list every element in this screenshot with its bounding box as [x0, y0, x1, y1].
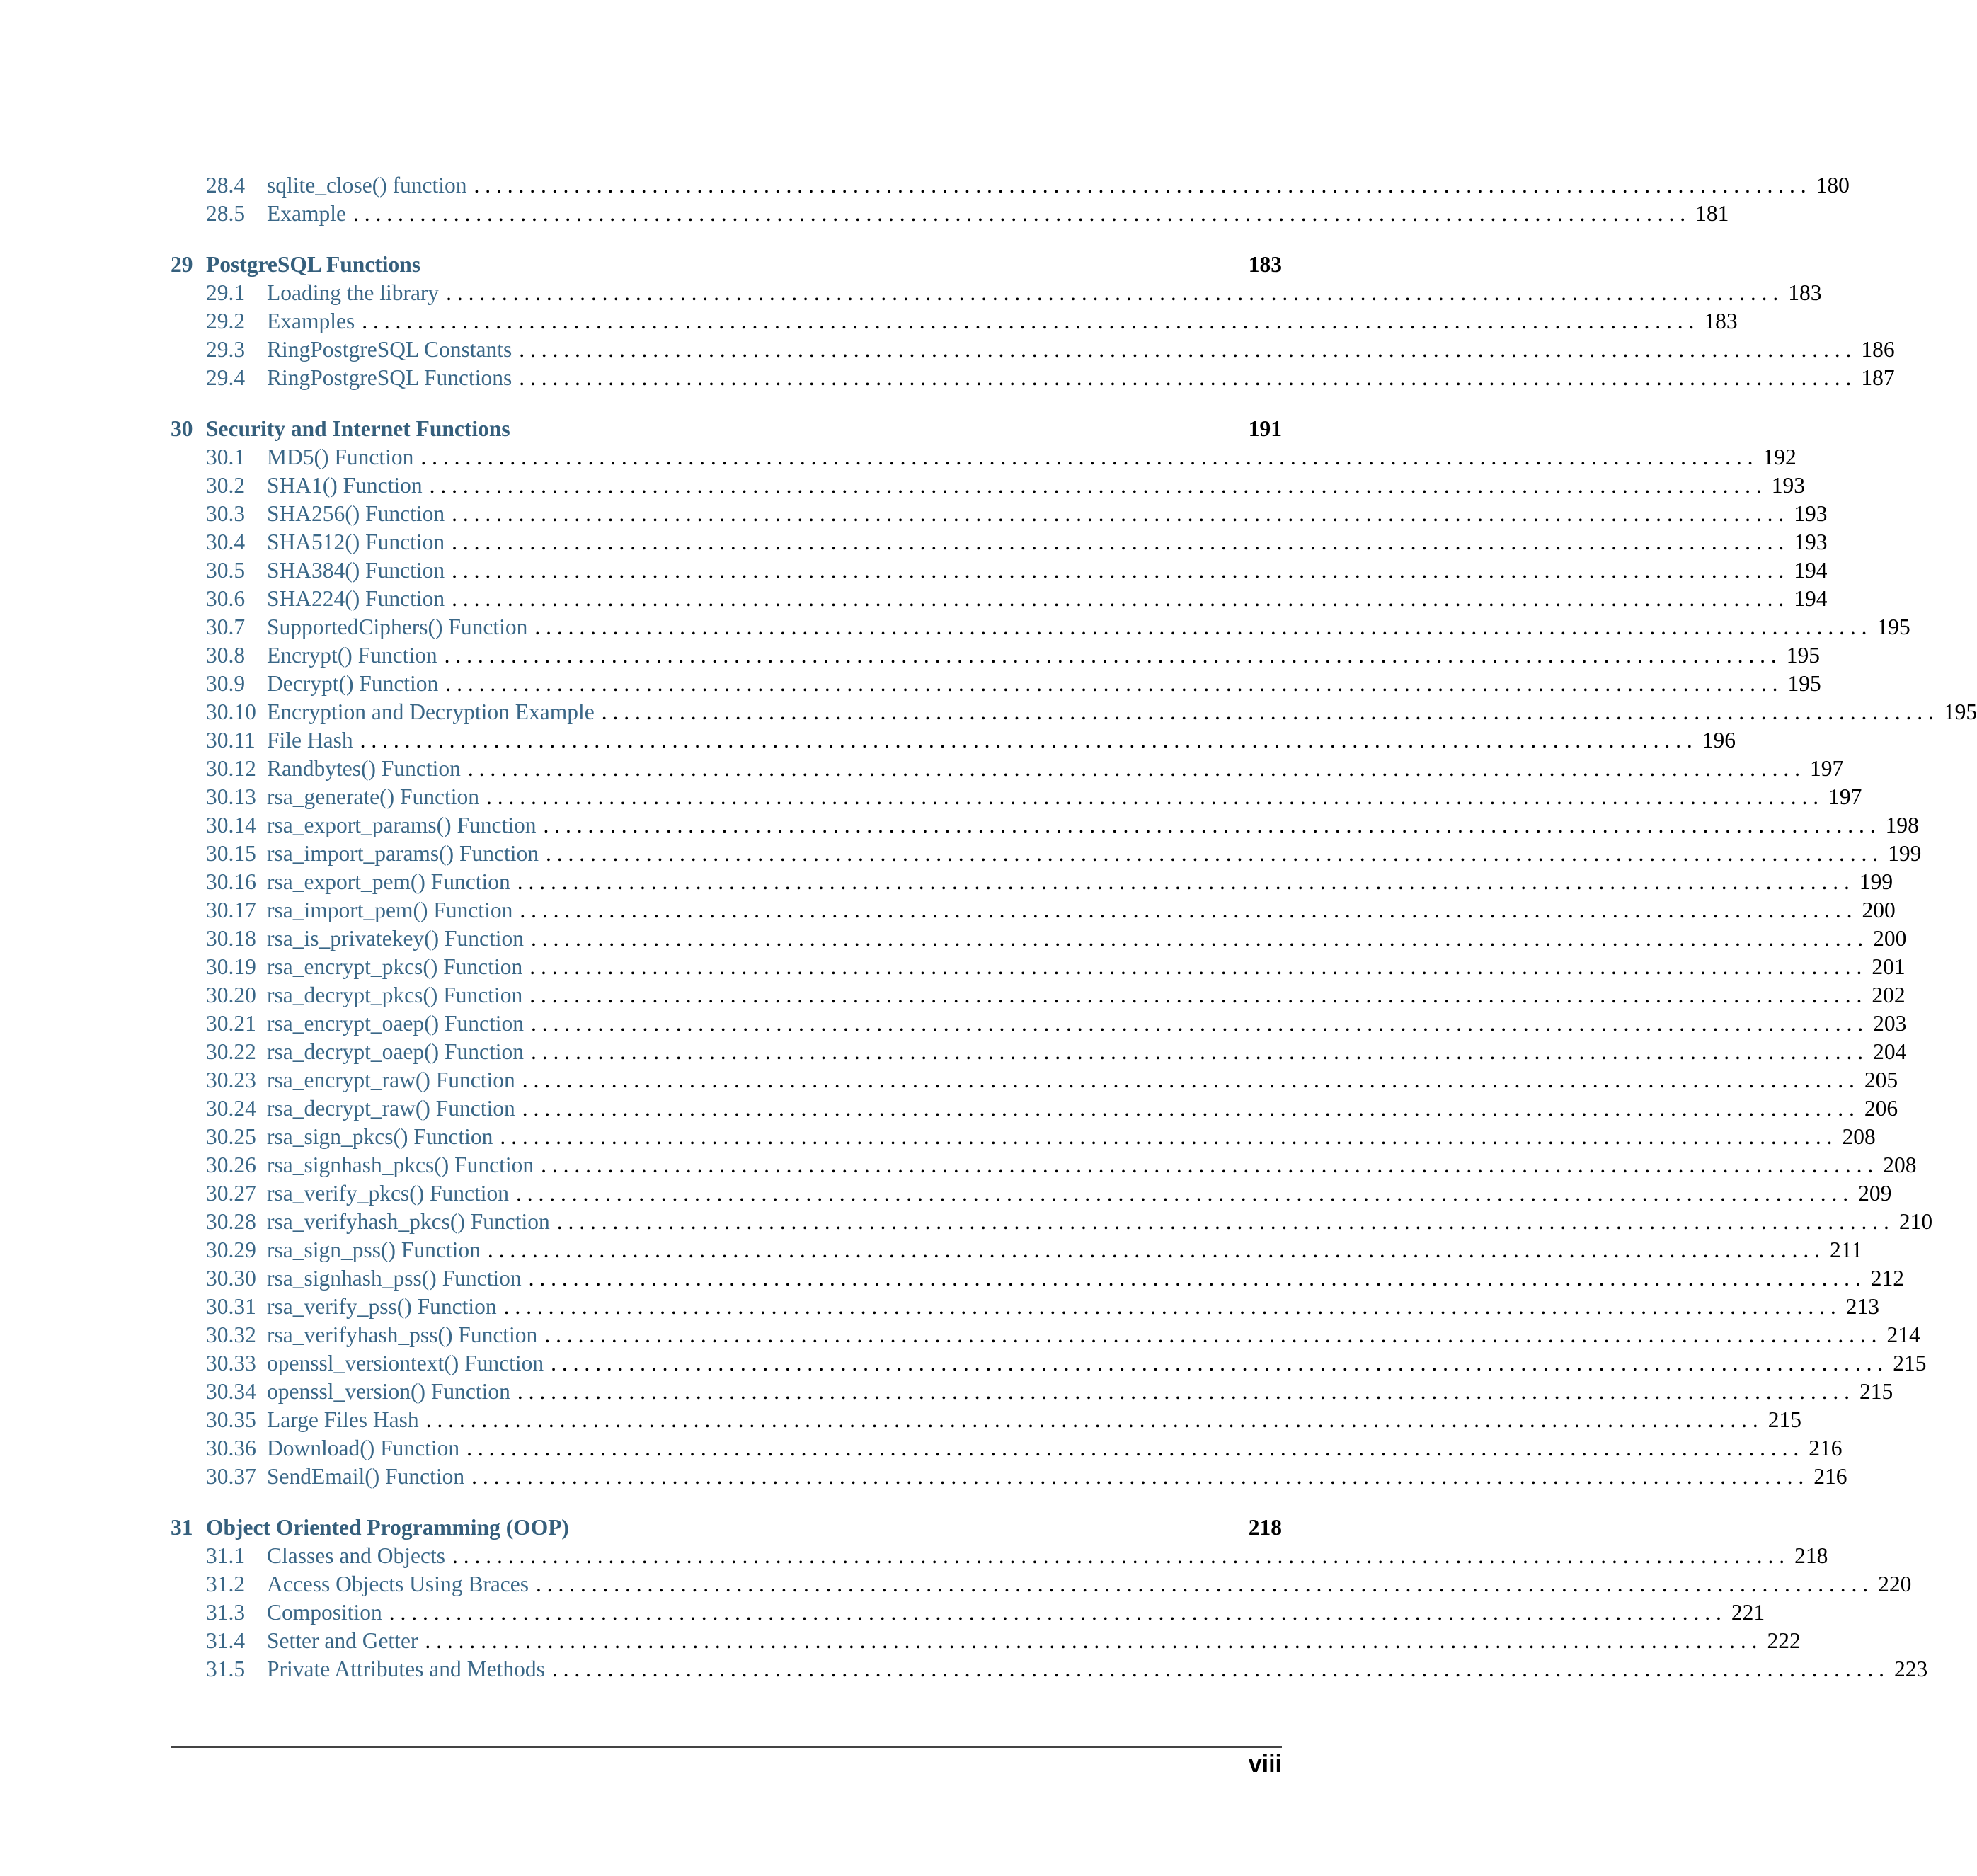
toc-entry[interactable]	[171, 443, 1797, 471]
section-number: 30.6	[206, 586, 246, 611]
dot-leader: . . . . . . . . . . . . . . . . . . . . . . . . . . . . . . . . . . . . . . . . . . . . . . . . . . . . . . . . . . . . . . . . . . . . . . . . . . . . . . . . . . . . . . . . . . . . . . . . . . . . . . . . . . . . . . . . . . . . . . . .	[446, 280, 1779, 305]
dot-leader: . . . . . . . . . . . . . . . . . . . . . . . . . . . . . . . . . . . . . . . . . . . . . . . . . . . . . . . . . . . . . . . . . . . . . . . . . . . . . . . . . . . . . . . . . . . . . . . . . . . . . . . . . . . . . . . . . . . . . . . .	[425, 1407, 1758, 1432]
toc-entry[interactable]	[171, 1094, 1898, 1123]
toc-entry[interactable]	[171, 556, 1828, 585]
toc-entry[interactable]	[171, 613, 1910, 641]
section-page: 208	[1883, 1153, 1917, 1177]
section-page: 215	[1859, 1379, 1893, 1404]
section-page: 195	[1787, 671, 1821, 696]
section-page: 200	[1873, 926, 1907, 951]
section-number: 30.13	[206, 784, 256, 809]
section-page: 192	[1763, 445, 1797, 469]
section-title: rsa_verifyhash_pss() Function	[267, 1322, 538, 1347]
section-title: openssl_version() Function	[267, 1379, 510, 1404]
chapter-title: PostgreSQL Functions	[206, 252, 421, 277]
section-number: 29.1	[206, 280, 246, 305]
section-number: 30.16	[206, 869, 256, 894]
footer-divider	[171, 1746, 1282, 1748]
section-page: 199	[1888, 841, 1922, 866]
section-number: 30.27	[206, 1181, 256, 1206]
chapter-page: 218	[1248, 1515, 1282, 1540]
toc-entry[interactable]	[171, 1123, 1876, 1151]
section-title: sqlite_close() function	[267, 173, 467, 198]
section-number: 30.31	[206, 1294, 256, 1319]
section-page: 215	[1893, 1351, 1927, 1375]
dot-leader: . . . . . . . . . . . . . . . . . . . . . . . . . . . . . . . . . . . . . . . . . . . . . . . . . . . . . . . . . . . . . . . . . . . . . . . . . . . . . . . . . . . . . . . . . . . . . . . . . . . . . . . . . . . . . . . . . . . . . . . .	[544, 1322, 1877, 1347]
section-page: 209	[1858, 1181, 1892, 1206]
toc-entry[interactable]	[171, 1463, 1847, 1491]
section-number: 29.2	[206, 309, 246, 333]
toc-entry[interactable]	[171, 307, 1738, 336]
section-page: 220	[1878, 1572, 1912, 1596]
toc-entry[interactable]	[171, 953, 1906, 981]
toc-entry[interactable]	[171, 783, 1862, 811]
section-number: 30.19	[206, 954, 256, 979]
section-page: 199	[1859, 869, 1893, 894]
toc-entry[interactable]	[171, 1293, 1879, 1321]
section-number: 31.1	[206, 1543, 246, 1568]
section-title: SHA384() Function	[267, 558, 445, 583]
section-title: rsa_decrypt_oaep() Function	[267, 1039, 525, 1064]
dot-leader: . . . . . . . . . . . . . . . . . . . . . . . . . . . . . . . . . . . . . . . . . . . . . . . . . . . . . . . . . . . . . . . . . . . . . . . . . . . . . . . . . . . . . . . . . . . . . . . . . . . . . . . . . . . . . . . . . . . . . . . .	[452, 558, 1784, 583]
dot-leader: . . . . . . . . . . . . . . . . . . . . . . . . . . . . . . . . . . . . . . . . . . . . . . . . . . . . . . . . . . . . . . . . . . . . . . . . . . . . . . . . . . . . . . . . . . . . . . . . . . . . . . . . . . . . . . . . . . . . . . . .	[467, 756, 1800, 781]
dot-leader: . . . . . . . . . . . . . . . . . . . . . . . . . . . . . . . . . . . . . . . . . . . . . . . . . . . . . . . . . . . . . . . . . . . . . . . . . . . . . . . . . . . . . . . . . . . . . . . . . . . . . . . . . . . . . . . . . . . . . . . .	[529, 954, 1862, 979]
dot-leader: . . . . . . . . . . . . . . . . . . . . . . . . . . . . . . . . . . . . . . . . . . . . . . . . . . . . . . . . . . . . . . . . . . . . . . . . . . . . . . . . . . . . . . . . . . . . . . . . . . . . . . . . . . . . . . . . . . . . . . . .	[516, 1181, 1849, 1206]
toc-entry[interactable]	[171, 981, 1906, 1010]
section-page: 212	[1870, 1266, 1904, 1291]
section-title: rsa_encrypt_oaep() Function	[267, 1011, 525, 1036]
section-title: Access Objects Using Braces	[267, 1572, 529, 1596]
dot-leader: . . . . . . . . . . . . . . . . . . . . . . . . . . . . . . . . . . . . . . . . . . . . . . . . . . . . . . . . . . . . . . . . . . . . . . . . . . . . . . . . . . . . . . . . . . . . . . . . . . . . . . . . . . . . . . . . . . . . . . . .	[529, 983, 1862, 1007]
section-number: 30.18	[206, 926, 256, 951]
toc-entry[interactable]	[171, 1542, 1828, 1570]
section-title: Encryption and Decryption Example	[267, 699, 595, 724]
section-title: Randbytes() Function	[267, 756, 461, 781]
toc-entry[interactable]	[171, 200, 1729, 228]
toc-entry[interactable]	[171, 1378, 1893, 1406]
dot-leader: . . . . . . . . . . . . . . . . . . . . . . . . . . . . . . . . . . . . . . . . . . . . . . . . . . . . . . . . . . . . . . . . . . . . . . . . . . . . . . . . . . . . . . . . . . . . . . . . . . . . . . . . . . . . . . . . . . . . . . . .	[429, 473, 1762, 498]
toc-entry[interactable]	[171, 1179, 1892, 1208]
section-page: 203	[1873, 1011, 1907, 1036]
section-number: 30.5	[206, 558, 246, 583]
dot-leader: . . . . . . . . . . . . . . . . . . . . . . . . . . . . . . . . . . . . . . . . . . . . . . . . . . . . . . . . . . . . . . . . . . . . . . . . . . . . . . . . . . . . . . . . . . . . . . . . . . . . . . . . . . . . . . . . . . . . . . . .	[520, 898, 1852, 922]
section-title: Private Attributes and Methods	[267, 1657, 545, 1681]
section-title: rsa_generate() Function	[267, 784, 480, 809]
section-number: 30.33	[206, 1351, 256, 1375]
section-number: 30.32	[206, 1322, 256, 1347]
dot-leader: . . . . . . . . . . . . . . . . . . . . . . . . . . . . . . . . . . . . . . . . . . . . . . . . . . . . . . . . . . . . . . . . . . . . . . . . . . . . . . . . . . . . . . . . . . . . . . . . . . . . . . . . . . . . . . . . . . . . . . . .	[466, 1436, 1799, 1460]
section-number: 30.17	[206, 898, 256, 922]
toc-entry[interactable]	[171, 1349, 1927, 1378]
section-title: rsa_verify_pss() Function	[267, 1294, 497, 1319]
section-title: openssl_versiontext() Function	[267, 1351, 544, 1375]
section-page: 183	[1704, 309, 1738, 333]
section-page: 204	[1873, 1039, 1907, 1064]
section-title: rsa_decrypt_pkcs() Function	[267, 983, 523, 1007]
chapter-title: Security and Internet Functions	[206, 416, 510, 441]
section-page: 216	[1809, 1436, 1843, 1460]
section-number: 30.12	[206, 756, 256, 781]
section-page: 210	[1898, 1209, 1933, 1234]
section-title: Download() Function	[267, 1436, 460, 1460]
section-number: 30.10	[206, 699, 256, 724]
toc-entry[interactable]	[171, 868, 1893, 896]
section-title: rsa_encrypt_raw() Function	[267, 1068, 515, 1092]
section-title: MD5() Function	[267, 445, 414, 469]
dot-leader: . . . . . . . . . . . . . . . . . . . . . . . . . . . . . . . . . . . . . . . . . . . . . . . . . . . . . . . . . . . . . . . . . . . . . . . . . . . . . . . . . . . . . . . . . . . . . . . . . . . . . . . . . . . . . . . . . . . . . . . .	[353, 201, 1686, 226]
toc-entry[interactable]	[171, 500, 1828, 528]
section-page: 193	[1794, 501, 1828, 526]
dot-leader: . . . . . . . . . . . . . . . . . . . . . . . . . . . . . . . . . . . . . . . . . . . . . . . . . . . . . . . . . . . . . . . . . . . . . . . . . . . . . . . . . . . . . . . . . . . . . . . . . . . . . . . . . . . . . . . . . . . . . . . .	[500, 1124, 1833, 1149]
section-number: 30.21	[206, 1011, 256, 1036]
section-number: 30.25	[206, 1124, 256, 1149]
dot-leader: . . . . . . . . . . . . . . . . . . . . . . . . . . . . . . . . . . . . . . . . . . . . . . . . . . . . . . . . . . . . . . . . . . . . . . . . . . . . . . . . . . . . . . . . . . . . . . . . . . . . . . . . . . . . . . . . . . . . . . . .	[452, 586, 1784, 611]
section-title: rsa_verifyhash_pkcs() Function	[267, 1209, 550, 1234]
section-number: 30.14	[206, 813, 256, 837]
section-title: SHA512() Function	[267, 530, 445, 554]
section-number: 30.30	[206, 1266, 256, 1291]
section-page: 218	[1794, 1543, 1828, 1568]
section-page: 215	[1767, 1407, 1801, 1432]
dot-leader: . . . . . . . . . . . . . . . . . . . . . . . . . . . . . . . . . . . . . . . . . . . . . . . . . . . . . . . . . . . . . . . . . . . . . . . . . . . . . . . . . . . . . . . . . . . . . . . . . . . . . . . . . . . . . . . . . . . . . . . .	[452, 1543, 1785, 1568]
dot-leader: . . . . . . . . . . . . . . . . . . . . . . . . . . . . . . . . . . . . . . . . . . . . . . . . . . . . . . . . . . . . . . . . . . . . . . . . . . . . . . . . . . . . . . . . . . . . . . . . . . . . . . . . . . . . . . . . . . . . . . . .	[519, 337, 1852, 362]
dot-leader: . . . . . . . . . . . . . . . . . . . . . . . . . . . . . . . . . . . . . . . . . . . . . . . . . . . . . . . . . . . . . . . . . . . . . . . . . . . . . . . . . . . . . . . . . . . . . . . . . . . . . . . . . . . . . . . . . . . . . . . .	[452, 530, 1784, 554]
toc-entry[interactable]	[171, 1434, 1843, 1463]
section-title: rsa_encrypt_pkcs() Function	[267, 954, 523, 979]
toc-entry[interactable]	[171, 840, 1922, 868]
chapter-number: 31	[171, 1515, 193, 1540]
dot-leader: . . . . . . . . . . . . . . . . . . . . . . . . . . . . . . . . . . . . . . . . . . . . . . . . . . . . . . . . . . . . . . . . . . . . . . . . . . . . . . . . . . . . . . . . . . . . . . . . . . . . . . . . . . . . . . . . . . . . . . . .	[420, 445, 1753, 469]
section-number: 30.20	[206, 983, 256, 1007]
chapter-page: 191	[1248, 416, 1282, 441]
toc-entry[interactable]	[171, 1151, 1917, 1179]
section-title: SupportedCiphers() Function	[267, 614, 528, 639]
section-number: 29.4	[206, 365, 246, 390]
dot-leader: . . . . . . . . . . . . . . . . . . . . . . . . . . . . . . . . . . . . . . . . . . . . . . . . . . . . . . . . . . . . . . . . . . . . . . . . . . . . . . . . . . . . . . . . . . . . . . . . . . . . . . . . . . . . . . . . . . . . . . . .	[474, 173, 1806, 198]
section-title: Encrypt() Function	[267, 643, 437, 668]
section-page: 186	[1861, 337, 1895, 362]
section-number: 30.22	[206, 1039, 256, 1064]
section-page: 221	[1731, 1600, 1765, 1625]
section-number: 31.2	[206, 1572, 246, 1596]
section-title: RingPostgreSQL Constants	[267, 337, 512, 362]
toc-entry[interactable]	[171, 1264, 1904, 1293]
section-page: 194	[1794, 558, 1828, 583]
dot-leader: . . . . . . . . . . . . . . . . . . . . . . . . . . . . . . . . . . . . . . . . . . . . . . . . . . . . . . . . . . . . . . . . . . . . . . . . . . . . . . . . . . . . . . . . . . . . . . . . . . . . . . . . . . . . . . . . . . . . . . . .	[452, 501, 1784, 526]
dot-leader: . . . . . . . . . . . . . . . . . . . . . . . . . . . . . . . . . . . . . . . . . . . . . . . . . . . . . . . . . . . . . . . . . . . . . . . . . . . . . . . . . . . . . . . . . . . . . . . . . . . . . . . . . . . . . . . . . . . . . . . .	[517, 869, 1850, 894]
dot-leader: . . . . . . . . . . . . . . . . . . . . . . . . . . . . . . . . . . . . . . . . . . . . . . . . . . . . . . . . . . . . . . . . . . . . . . . . . . . . . . . . . . . . . . . . . . . . . . . . . . . . . . . . . . . . . . . . . . . . . . . .	[528, 1266, 1861, 1291]
section-number: 30.9	[206, 671, 246, 696]
dot-leader: . . . . . . . . . . . . . . . . . . . . . . . . . . . . . . . . . . . . . . . . . . . . . . . . . . . . . . . . . . . . . . . . . . . . . . . . . . . . . . . . . . . . . . . . . . . . . . . . . . . . . . . . . . . . . . . . . . . . . . . .	[487, 1237, 1820, 1262]
section-page: 202	[1872, 983, 1906, 1007]
dot-leader: . . . . . . . . . . . . . . . . . . . . . . . . . . . . . . . . . . . . . . . . . . . . . . . . . . . . . . . . . . . . . . . . . . . . . . . . . . . . . . . . . . . . . . . . . . . . . . . . . . . . . . . . . . . . . . . . . . . . . . . .	[546, 841, 1879, 866]
section-page: 216	[1813, 1464, 1847, 1489]
section-page: 200	[1862, 898, 1896, 922]
section-title: RingPostgreSQL Functions	[267, 365, 512, 390]
section-page: 201	[1872, 954, 1906, 979]
dot-leader: . . . . . . . . . . . . . . . . . . . . . . . . . . . . . . . . . . . . . . . . . . . . . . . . . . . . . . . . . . . . . . . . . . . . . . . . . . . . . . . . . . . . . . . . . . . . . . . . . . . . . . . . . . . . . . . . . . . . . . . .	[531, 1011, 1864, 1036]
section-number: 30.2	[206, 473, 246, 498]
dot-leader: . . . . . . . . . . . . . . . . . . . . . . . . . . . . . . . . . . . . . . . . . . . . . . . . . . . . . . . . . . . . . . . . . . . . . . . . . . . . . . . . . . . . . . . . . . . . . . . . . . . . . . . . . . . . . . . . . . . . . . . .	[445, 671, 1778, 696]
section-title: SHA224() Function	[267, 586, 445, 611]
section-title: rsa_decrypt_raw() Function	[267, 1096, 515, 1121]
section-page: 195	[1876, 614, 1910, 639]
section-title: rsa_export_params() Function	[267, 813, 537, 837]
dot-leader: . . . . . . . . . . . . . . . . . . . . . . . . . . . . . . . . . . . . . . . . . . . . . . . . . . . . . . . . . . . . . . . . . . . . . . . . . . . . . . . . . . . . . . . . . . . . . . . . . . . . . . . . . . . . . . . . . . . . . . . .	[543, 813, 1876, 837]
toc-entry[interactable]	[171, 641, 1820, 670]
dot-leader: . . . . . . . . . . . . . . . . . . . . . . . . . . . . . . . . . . . . . . . . . . . . . . . . . . . . . . . . . . . . . . . . . . . . . . . . . . . . . . . . . . . . . . . . . . . . . . . . . . . . . . . . . . . . . . . . . . . . . . . .	[425, 1628, 1758, 1653]
section-page: 205	[1864, 1068, 1898, 1092]
section-page: 181	[1695, 201, 1729, 226]
section-title: rsa_import_pem() Function	[267, 898, 513, 922]
section-page: 194	[1794, 586, 1828, 611]
section-number: 30.24	[206, 1096, 256, 1121]
toc-chapter-29[interactable]	[171, 251, 1282, 279]
section-number: 30.1	[206, 445, 246, 469]
section-number: 28.4	[206, 173, 246, 198]
section-number: 31.3	[206, 1600, 246, 1625]
toc-entry[interactable]	[171, 1570, 1912, 1598]
chapter-page: 183	[1248, 252, 1282, 277]
dot-leader: . . . . . . . . . . . . . . . . . . . . . . . . . . . . . . . . . . . . . . . . . . . . . . . . . . . . . . . . . . . . . . . . . . . . . . . . . . . . . . . . . . . . . . . . . . . . . . . . . . . . . . . . . . . . . . . . . . . . . . . .	[503, 1294, 1836, 1319]
section-title: SHA256() Function	[267, 501, 445, 526]
dot-leader: . . . . . . . . . . . . . . . . . . . . . . . . . . . . . . . . . . . . . . . . . . . . . . . . . . . . . . . . . . . . . . . . . . . . . . . . . . . . . . . . . . . . . . . . . . . . . . . . . . . . . . . . . . . . . . . . . . . . . . . .	[486, 784, 1819, 809]
section-page: 195	[1943, 699, 1977, 724]
toc-entry[interactable]	[171, 896, 1896, 925]
section-page: 213	[1845, 1294, 1879, 1319]
section-number: 28.5	[206, 201, 246, 226]
chapter-title: Object Oriented Programming (OOP)	[206, 1515, 569, 1540]
section-number: 30.15	[206, 841, 256, 866]
section-page: 198	[1885, 813, 1919, 837]
toc-entry[interactable]	[171, 1066, 1898, 1094]
section-page: 196	[1702, 728, 1736, 753]
dot-leader: . . . . . . . . . . . . . . . . . . . . . . . . . . . . . . . . . . . . . . . . . . . . . . . . . . . . . . . . . . . . . . . . . . . . . . . . . . . . . . . . . . . . . . . . . . . . . . . . . . . . . . . . . . . . . . . . . . . . . . . .	[522, 1068, 1855, 1092]
dot-leader: . . . . . . . . . . . . . . . . . . . . . . . . . . . . . . . . . . . . . . . . . . . . . . . . . . . . . . . . . . . . . . . . . . . . . . . . . . . . . . . . . . . . . . . . . . . . . . . . . . . . . . . . . . . . . . . . . . . . . . . .	[531, 1039, 1864, 1064]
section-title: rsa_sign_pss() Function	[267, 1237, 481, 1262]
toc-entry[interactable]	[171, 1236, 1863, 1264]
toc-entry[interactable]	[171, 1655, 1928, 1683]
dot-leader: . . . . . . . . . . . . . . . . . . . . . . . . . . . . . . . . . . . . . . . . . . . . . . . . . . . . . . . . . . . . . . . . . . . . . . . . . . . . . . . . . . . . . . . . . . . . . . . . . . . . . . . . . . . . . . . . . . . . . . . .	[534, 614, 1867, 639]
toc-entry[interactable]	[171, 171, 1850, 200]
toc-entry[interactable]	[171, 471, 1805, 500]
dot-leader: . . . . . . . . . . . . . . . . . . . . . . . . . . . . . . . . . . . . . . . . . . . . . . . . . . . . . . . . . . . . . . . . . . . . . . . . . . . . . . . . . . . . . . . . . . . . . . . . . . . . . . . . . . . . . . . . . . . . . . . .	[362, 309, 1695, 333]
section-title: File Hash	[267, 728, 353, 753]
section-page: 208	[1842, 1124, 1876, 1149]
section-number: 30.36	[206, 1436, 256, 1460]
dot-leader: . . . . . . . . . . . . . . . . . . . . . . . . . . . . . . . . . . . . . . . . . . . . . . . . . . . . . . . . . . . . . . . . . . . . . . . . . . . . . . . . . . . . . . . . . . . . . . . . . . . . . . . . . . . . . . . . . . . . . . . .	[601, 699, 1934, 724]
section-title: Loading the library	[267, 280, 440, 305]
section-page: 214	[1886, 1322, 1920, 1347]
section-title: rsa_export_pem() Function	[267, 869, 510, 894]
toc-entry[interactable]	[171, 925, 1907, 953]
section-title: Large Files Hash	[267, 1407, 419, 1432]
section-page: 197	[1809, 756, 1844, 781]
section-title: rsa_sign_pkcs() Function	[267, 1124, 493, 1149]
toc-entry[interactable]	[171, 670, 1821, 698]
toc-entry[interactable]	[171, 811, 1919, 840]
section-number: 30.26	[206, 1153, 256, 1177]
section-title: rsa_is_privatekey() Function	[267, 926, 525, 951]
toc-entry[interactable]	[171, 1321, 1920, 1349]
table-of-contents	[171, 171, 1977, 1683]
toc-entry[interactable]	[171, 726, 1736, 755]
section-title: rsa_verify_pkcs() Function	[267, 1181, 510, 1206]
toc-entry[interactable]	[171, 1627, 1801, 1655]
dot-leader: . . . . . . . . . . . . . . . . . . . . . . . . . . . . . . . . . . . . . . . . . . . . . . . . . . . . . . . . . . . . . . . . . . . . . . . . . . . . . . . . . . . . . . . . . . . . . . . . . . . . . . . . . . . . . . . . . . . . . . . .	[519, 365, 1852, 390]
section-number: 29.3	[206, 337, 246, 362]
section-number: 30.7	[206, 614, 246, 639]
dot-leader: . . . . . . . . . . . . . . . . . . . . . . . . . . . . . . . . . . . . . . . . . . . . . . . . . . . . . . . . . . . . . . . . . . . . . . . . . . . . . . . . . . . . . . . . . . . . . . . . . . . . . . . . . . . . . . . . . . . . . . . .	[522, 1096, 1855, 1121]
dot-leader: . . . . . . . . . . . . . . . . . . . . . . . . . . . . . . . . . . . . . . . . . . . . . . . . . . . . . . . . . . . . . . . . . . . . . . . . . . . . . . . . . . . . . . . . . . . . . . . . . . . . . . . . . . . . . . . . . . . . . . . .	[517, 1379, 1850, 1404]
toc-entry[interactable]	[171, 528, 1828, 556]
section-title: Decrypt() Function	[267, 671, 439, 696]
toc-entry[interactable]	[171, 698, 1977, 726]
section-title: SendEmail() Function	[267, 1464, 465, 1489]
dot-leader: . . . . . . . . . . . . . . . . . . . . . . . . . . . . . . . . . . . . . . . . . . . . . . . . . . . . . . . . . . . . . . . . . . . . . . . . . . . . . . . . . . . . . . . . . . . . . . . . . . . . . . . . . . . . . . . . . . . . . . . .	[531, 926, 1864, 951]
section-page: 223	[1893, 1657, 1928, 1681]
section-title: Classes and Objects	[267, 1543, 445, 1568]
toc-chapter-30[interactable]	[171, 415, 1282, 443]
dot-leader: . . . . . . . . . . . . . . . . . . . . . . . . . . . . . . . . . . . . . . . . . . . . . . . . . . . . . . . . . . . . . . . . . . . . . . . . . . . . . . . . . . . . . . . . . . . . . . . . . . . . . . . . . . . . . . . . . . . . . . . .	[551, 1351, 1884, 1375]
section-number: 30.8	[206, 643, 246, 668]
toc-entry[interactable]	[171, 755, 1844, 783]
dot-leader: . . . . . . . . . . . . . . . . . . . . . . . . . . . . . . . . . . . . . . . . . . . . . . . . . . . . . . . . . . . . . . . . . . . . . . . . . . . . . . . . . . . . . . . . . . . . . . . . . . . . . . . . . . . . . . . . . . . . . . . .	[541, 1153, 1874, 1177]
section-title: SHA1() Function	[267, 473, 423, 498]
dot-leader: . . . . . . . . . . . . . . . . . . . . . . . . . . . . . . . . . . . . . . . . . . . . . . . . . . . . . . . . . . . . . . . . . . . . . . . . . . . . . . . . . . . . . . . . . . . . . . . . . . . . . . . . . . . . . . . . . . . . . . . .	[536, 1572, 1869, 1596]
section-title: rsa_signhash_pkcs() Function	[267, 1153, 534, 1177]
toc-chapter-31[interactable]	[171, 1514, 1282, 1542]
section-number: 30.35	[206, 1407, 256, 1432]
toc-entry[interactable]	[171, 585, 1828, 613]
section-number: 30.28	[206, 1209, 256, 1234]
section-title: Example	[267, 201, 346, 226]
section-page: 193	[1771, 473, 1805, 498]
section-number: 30.3	[206, 501, 246, 526]
chapter-number: 29	[171, 252, 193, 277]
section-number: 31.4	[206, 1628, 246, 1653]
toc-entry[interactable]	[171, 1406, 1801, 1434]
toc-entry[interactable]	[171, 1208, 1933, 1236]
section-page: 180	[1816, 173, 1850, 198]
dot-leader: . . . . . . . . . . . . . . . . . . . . . . . . . . . . . . . . . . . . . . . . . . . . . . . . . . . . . . . . . . . . . . . . . . . . . . . . . . . . . . . . . . . . . . . . . . . . . . . . . . . . . . . . . . . . . . . . . . . . . . . .	[444, 643, 1777, 668]
section-number: 30.23	[206, 1068, 256, 1092]
section-title: rsa_signhash_pss() Function	[267, 1266, 522, 1291]
page-number: viii	[1248, 1751, 1282, 1778]
dot-leader: . . . . . . . . . . . . . . . . . . . . . . . . . . . . . . . . . . . . . . . . . . . . . . . . . . . . . . . . . . . . . . . . . . . . . . . . . . . . . . . . . . . . . . . . . . . . . . . . . . . . . . . . . . . . . . . . . . . . . . . .	[360, 728, 1692, 753]
section-page: 206	[1864, 1096, 1898, 1121]
section-page: 195	[1786, 643, 1820, 668]
section-page: 211	[1830, 1237, 1863, 1262]
toc-entry[interactable]	[171, 336, 1895, 364]
section-title: Composition	[267, 1600, 382, 1625]
section-title: Setter and Getter	[267, 1628, 418, 1653]
section-number: 30.37	[206, 1464, 256, 1489]
toc-entry[interactable]	[171, 1598, 1765, 1627]
dot-leader: . . . . . . . . . . . . . . . . . . . . . . . . . . . . . . . . . . . . . . . . . . . . . . . . . . . . . . . . . . . . . . . . . . . . . . . . . . . . . . . . . . . . . . . . . . . . . . . . . . . . . . . . . . . . . . . . . . . . . . . .	[471, 1464, 1804, 1489]
section-page: 197	[1828, 784, 1862, 809]
section-number: 31.5	[206, 1657, 246, 1681]
dot-leader: . . . . . . . . . . . . . . . . . . . . . . . . . . . . . . . . . . . . . . . . . . . . . . . . . . . . . . . . . . . . . . . . . . . . . . . . . . . . . . . . . . . . . . . . . . . . . . . . . . . . . . . . . . . . . . . . . . . . . . . .	[551, 1657, 1884, 1681]
section-page: 222	[1767, 1628, 1801, 1653]
section-number: 30.4	[206, 530, 246, 554]
toc-entry[interactable]	[171, 1038, 1907, 1066]
section-page: 193	[1794, 530, 1828, 554]
section-page: 187	[1861, 365, 1895, 390]
section-number: 30.34	[206, 1379, 256, 1404]
section-page: 183	[1788, 280, 1822, 305]
toc-entry[interactable]	[171, 364, 1895, 392]
section-number: 30.11	[206, 728, 256, 753]
toc-entry[interactable]	[171, 279, 1822, 307]
chapter-number: 30	[171, 416, 193, 441]
dot-leader: . . . . . . . . . . . . . . . . . . . . . . . . . . . . . . . . . . . . . . . . . . . . . . . . . . . . . . . . . . . . . . . . . . . . . . . . . . . . . . . . . . . . . . . . . . . . . . . . . . . . . . . . . . . . . . . . . . . . . . . .	[389, 1600, 1721, 1625]
section-title: rsa_import_params() Function	[267, 841, 539, 866]
toc-entry[interactable]	[171, 1010, 1907, 1038]
dot-leader: . . . . . . . . . . . . . . . . . . . . . . . . . . . . . . . . . . . . . . . . . . . . . . . . . . . . . . . . . . . . . . . . . . . . . . . . . . . . . . . . . . . . . . . . . . . . . . . . . . . . . . . . . . . . . . . . . . . . . . . .	[556, 1209, 1889, 1234]
section-title: Examples	[267, 309, 355, 333]
section-number: 30.29	[206, 1237, 256, 1262]
